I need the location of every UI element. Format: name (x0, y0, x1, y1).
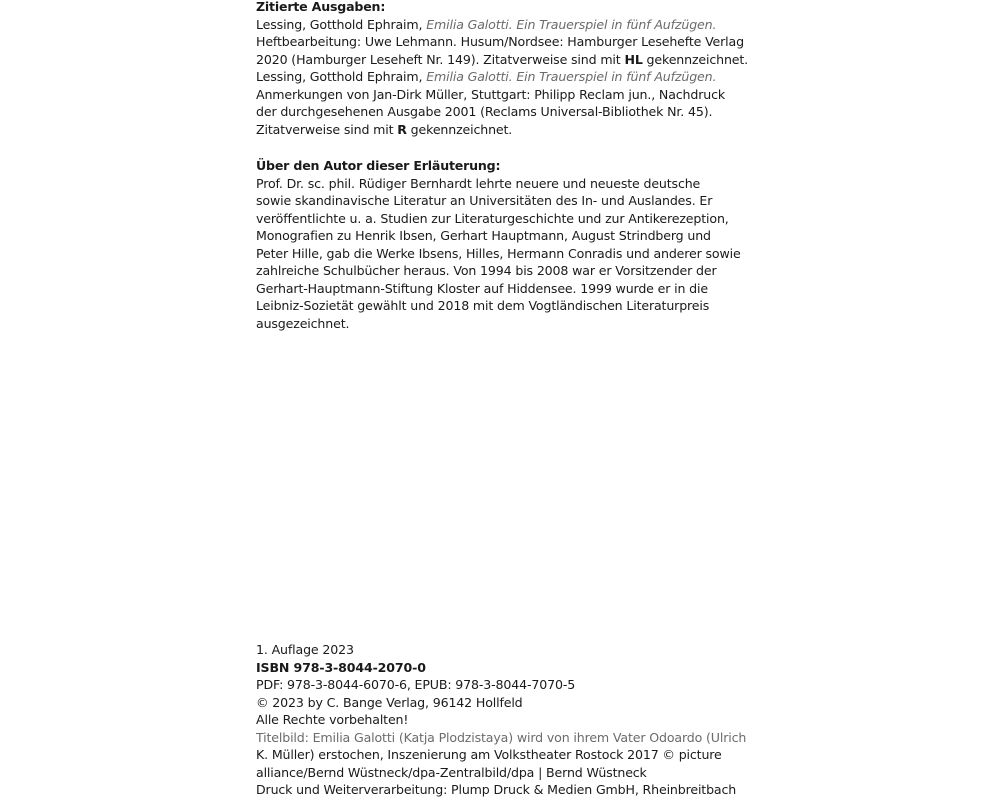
about-author-section (256, 157, 756, 332)
about-author-line: Gerhart-Hauptmann-Stiftung Kloster auf Hiddensee. 1999 wurde er in die (256, 280, 708, 296)
document-page (256, 0, 756, 800)
citation-2-author: Lessing, Gotthold Ephraim, (256, 69, 427, 84)
cited-editions-heading: Zitierte Ausgaben: (256, 0, 386, 14)
about-author-line: sowie skandinavische Literatur an Universitäten des In- und Auslandes. Er (256, 193, 713, 208)
citation-entry-2-line-2: Anmerkungen von Jan-Dirk Müller, Stuttgart: Philipp Reclam jun., Nachdruck (256, 86, 725, 102)
edition-line: 1. Auflage 2023 (256, 642, 354, 657)
citation-2-text-before: Zitatverweise sind mit (256, 121, 398, 137)
about-author-line: zahlreiche Schulbücher heraus. Von 1994 bis 2008 war er Vorsitzender der (256, 263, 717, 278)
citation-1-text-after: gekennzeichnet. (642, 51, 749, 67)
citation-2-text-after: gekennzeichnet. (406, 121, 513, 137)
citation-entry-2-line-4 (256, 121, 756, 139)
about-author-line: ausgezeichnet. (256, 315, 350, 331)
citation-1-title: Emilia Galotti. Ein Trauerspiel in fünf Aufzügen. (426, 16, 717, 32)
rights-line: Alle Rechte vorbehalten! (256, 712, 409, 727)
about-author-line: Peter Hille, gab die Werke Ibsens, Hilles, Hermann Conradis und anderer sowie (256, 245, 741, 261)
citation-entry-2-line-3: der durchgesehenen Ausgabe 2001 (Reclams Universal-Bibliothek Nr. 45). (256, 104, 713, 119)
about-author-line: Prof. Dr. sc. phil. Rüdiger Bernhardt lehrte neuere und neueste deutsche (256, 175, 701, 191)
citation-entry-1-line-3 (256, 51, 756, 69)
about-author-line: Leibniz-Sozietät gewählt und 2018 mit dem Vogtländischen Literaturpreis (256, 298, 710, 313)
cover-caption-line-3: alliance/Bernd Wüstneck/dpa-Zentralbild/dpa | Bernd Wüstneck (256, 764, 647, 780)
about-author-heading: Über den Autor dieser Erläuterung: (256, 158, 501, 173)
citation-1-author: Lessing, Gotthold Ephraim, (256, 16, 427, 32)
isbn-line: ISBN 978-3-8044-2070-0 (256, 659, 426, 675)
cover-caption-line-1: Titelbild: Emilia Galotti (Katja Plodzistaya) wird von ihrem Vater Odoardo (Ulrich (256, 729, 747, 745)
citation-entry-1-line-1 (256, 16, 756, 34)
cover-caption-line-2: K. Müller) erstochen, Inszenierung am Volkstheater Rostock 2017 © picture (256, 747, 722, 762)
about-author-line: Monografien zu Henrik Ibsen, Gerhart Hauptmann, August Strindberg und (256, 228, 711, 243)
printer-line: Druck und Weiterverarbeitung: Plump Druck & Medien GmbH, Rheinbreitbach (256, 782, 737, 797)
cited-editions-section (256, 0, 756, 138)
citation-1-text-before: 2020 (Hamburger Leseheft Nr. 149). Zitatverweise sind mit (256, 51, 625, 67)
citation-2-title: Emilia Galotti. Ein Trauerspiel in fünf Aufzügen. (426, 69, 717, 84)
citation-entry-2-line-1 (256, 68, 756, 86)
ebook-isbn-line: PDF: 978-3-8044-6070-6, EPUB: 978-3-8044-7070-5 (256, 677, 576, 692)
citation-1-marker: HL (624, 51, 643, 67)
copyright-line: © 2023 by C. Bange Verlag, 96142 Hollfeld (256, 694, 523, 710)
citation-2-marker: R (397, 121, 407, 137)
about-author-line: veröffentlichte u. a. Studien zur Literaturgeschichte und zur Antikerezeption, (256, 210, 729, 226)
citation-entry-1-line-2: Heftbearbeitung: Uwe Lehmann. Husum/Nordsee: Hamburger Lesehefte Verlag (256, 34, 744, 49)
imprint-section (256, 641, 756, 799)
